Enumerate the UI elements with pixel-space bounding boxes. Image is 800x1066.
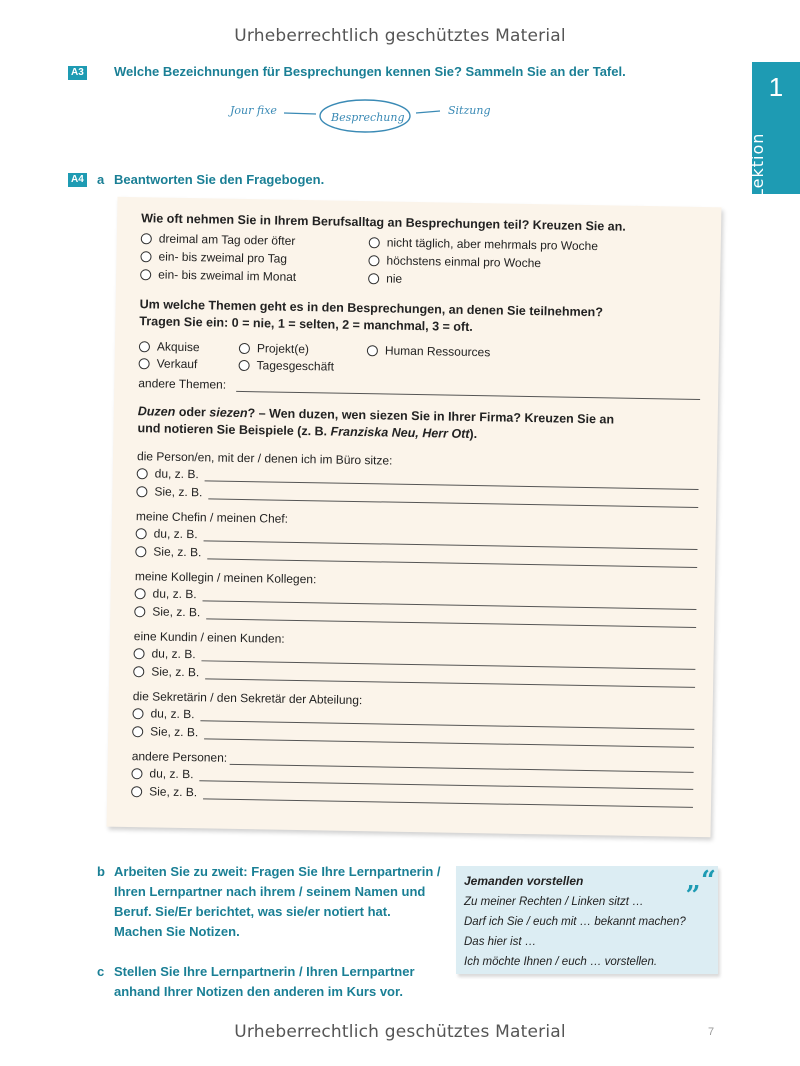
q2-option-verkauf[interactable]: Verkauf [139,356,198,371]
q3-heading-2: und notieren Sie Beispiele (z. B. Franziska Neu, Herr Ott). [137,421,478,442]
q2-heading-2: Tragen Sie ein: 0 = nie, 1 = selten, 2 = manchmal, 3 = oft. [139,314,473,334]
radio-circle[interactable] [132,726,143,737]
group-label: meine Kollegin / meinen Kollegen: [134,569,317,587]
radio-circle[interactable] [133,666,144,677]
task-tag-a4: A4 [68,173,87,187]
questionnaire [107,197,722,837]
du-option[interactable]: du, z. B. [137,466,199,481]
sie-line[interactable] [204,738,694,748]
q1-option-6[interactable]: nie [368,271,402,286]
radio-circle[interactable] [369,237,380,248]
c-line-2: anhand Ihrer Notizen den anderen im Kurs vor. [114,984,403,999]
other-persons-line[interactable] [230,764,694,773]
du-line[interactable] [202,600,696,610]
b-label: b [97,864,105,879]
page-number: 7 [708,1026,715,1038]
q3-heading-1: Duzen oder siezen? – Wen duzen, wen siezen Sie in Ihrer Firma? Kreuzen Sie an [137,404,615,427]
q2-option-akquise[interactable]: Akquise [139,339,200,354]
quote-icon: „“ [686,866,716,896]
watermark-bottom: Urheberrechtlich geschütztes Material [234,1022,566,1042]
du-line[interactable] [199,780,693,790]
lesson-word: Lektion [748,132,767,198]
radio-circle[interactable] [136,486,147,497]
mindmap-left: Jour fixe [230,104,277,117]
phrase-2: Darf ich Sie / euch mit … bekannt machen? [464,916,686,928]
radio-circle[interactable] [137,468,148,479]
q1-option-3[interactable]: ein- bis zweimal im Monat [140,267,296,284]
sie-option[interactable]: Sie, z. B. [136,484,202,499]
phrase-4: Ich möchte Ihnen / euch … vorstellen. [464,956,658,968]
radio-circle[interactable] [139,358,150,369]
radio-circle[interactable] [134,606,145,617]
group-label: andere Personen: [131,749,228,765]
q2-other-line[interactable] [236,391,700,400]
radio-circle[interactable] [139,342,150,353]
du-option[interactable]: du, z. B. [131,766,193,781]
radio-circle[interactable] [140,270,151,281]
mindmap-right: Sitzung [448,104,491,117]
du-option[interactable]: du, z. B. [132,706,194,721]
q2-heading-1: Um welche Themen geht es in den Besprechungen, an denen Sie teilnehmen? [139,297,604,320]
du-option[interactable]: du, z. B. [136,526,198,541]
sie-line[interactable] [207,558,697,568]
lesson-number: 1 [768,72,784,102]
q1-heading: Wie oft nehmen Sie in Ihrem Berufsalltag an Besprechungen teil? Kreuzen Sie an. [141,211,626,234]
q1-option-5[interactable]: höchstens einmal pro Woche [368,253,541,270]
radio-circle[interactable] [132,708,143,719]
phrase-3: Das hier ist … [464,936,537,948]
sie-line[interactable] [206,618,696,628]
radio-circle[interactable] [367,345,378,356]
radio-circle[interactable] [135,546,146,557]
radio-circle[interactable] [239,360,250,371]
b-line-2: Ihren Lernpartner nach ihrem / seinem Namen und [114,884,426,899]
q2-option-projekte[interactable]: Projekt(e) [239,341,309,356]
q2-other-label: andere Themen: [138,376,227,392]
a4-label-a: a [97,172,105,187]
q2-option-hr[interactable]: Human Ressources [367,343,491,359]
du-option[interactable]: du, z. B. [133,646,195,661]
phrase-box [456,866,718,974]
b-line-1: Arbeiten Sie zu zweit: Fragen Sie Ihre Lernpartnerin / [114,864,441,879]
radio-circle[interactable] [136,528,147,539]
sie-option[interactable]: Sie, z. B. [133,664,199,679]
phrase-box-title: Jemanden vorstellen [464,874,584,888]
radio-circle[interactable] [141,234,152,245]
radio-circle[interactable] [368,255,379,266]
sie-option[interactable]: Sie, z. B. [134,604,200,619]
radio-circle[interactable] [131,786,142,797]
sie-line[interactable] [208,498,698,508]
mindmap-center: Besprechung [331,111,405,124]
du-line[interactable] [204,540,698,550]
q1-option-1[interactable]: dreimal am Tag oder öfter [141,231,296,248]
b-line-4: Machen Sie Notizen. [114,924,240,939]
q2-option-tagesgeschaeft[interactable]: Tagesgeschäft [239,358,335,374]
c-label: c [97,964,105,979]
group-label: die Person/en, mit der / denen ich im Büro sitze: [136,449,393,468]
du-line[interactable] [205,480,699,490]
group-label: die Sekretärin / den Sekretär der Abteilung: [132,689,363,708]
sie-line[interactable] [205,678,695,688]
task-tag-a3: A3 [68,66,87,80]
radio-circle[interactable] [131,768,142,779]
du-line[interactable] [200,720,694,730]
radio-circle[interactable] [135,588,146,599]
phrase-1: Zu meiner Rechten / Linken sitzt … [464,896,644,908]
du-line[interactable] [201,660,695,670]
sie-line[interactable] [203,798,693,808]
a3-instruction: Welche Bezeichnungen für Besprechungen kennen Sie? Sammeln Sie an der Tafel. [114,64,626,79]
sie-option[interactable]: Sie, z. B. [132,724,198,739]
lesson-tab [748,62,800,198]
radio-circle[interactable] [239,343,250,354]
group-label: meine Chefin / meinen Chef: [135,509,289,526]
radio-circle[interactable] [368,273,379,284]
c-line-1: Stellen Sie Ihre Lernpartnerin / Ihren Lernpartner [114,964,415,979]
q1-option-2[interactable]: ein- bis zweimal pro Tag [140,249,287,266]
radio-circle[interactable] [133,648,144,659]
watermark-top: Urheberrechtlich geschütztes Material [234,26,566,46]
sie-option[interactable]: Sie, z. B. [131,784,197,799]
sie-option[interactable]: Sie, z. B. [135,544,201,559]
b-line-3: Beruf. Sie/Er berichtet, was sie/er notiert hat. [114,904,391,919]
a4-instruction-a: Beantworten Sie den Fragebogen. [114,172,325,187]
radio-circle[interactable] [140,252,151,263]
group-label: eine Kundin / einen Kunden: [133,629,285,646]
du-option[interactable]: du, z. B. [135,586,197,601]
q1-option-4[interactable]: nicht täglich, aber mehrmals pro Woche [369,235,598,253]
